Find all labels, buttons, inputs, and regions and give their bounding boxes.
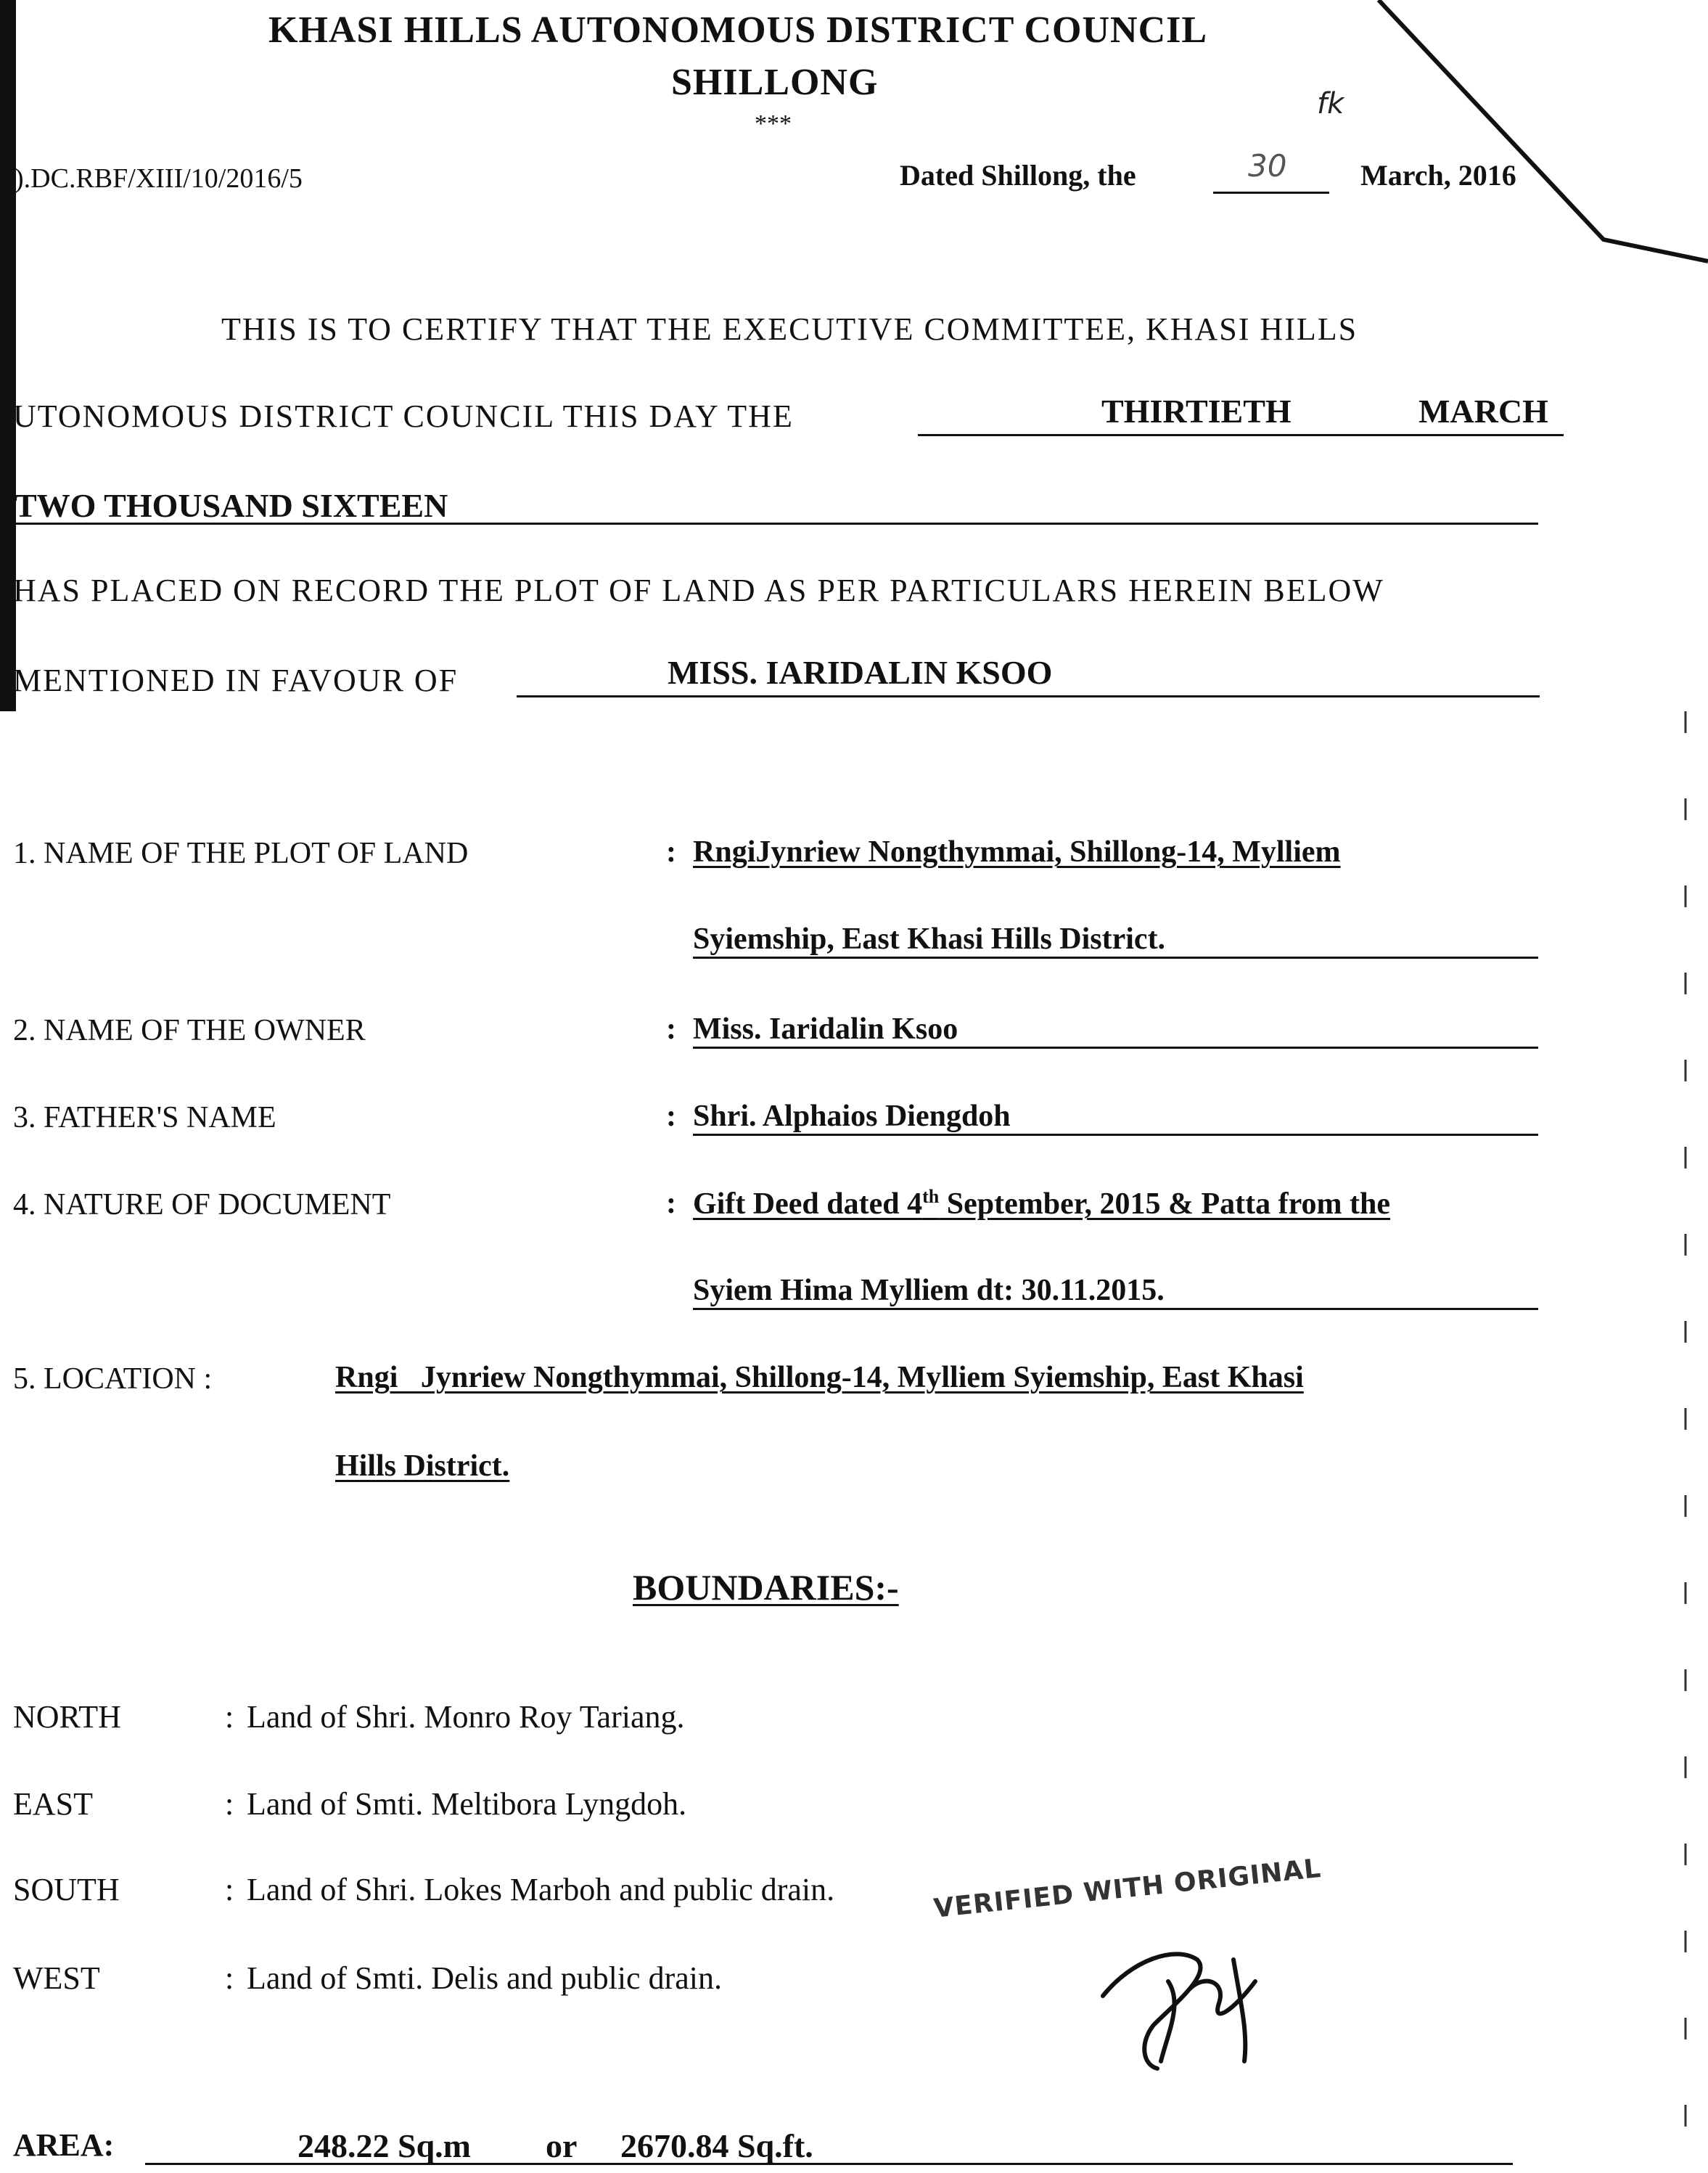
boundary-south-dir: SOUTH <box>13 1872 120 1907</box>
boundary-south-sep: : <box>225 1872 234 1907</box>
boundary-north-dir: NORTH <box>13 1699 121 1735</box>
boundary-east-dir: EAST <box>13 1786 93 1822</box>
area-label: AREA: <box>13 2127 115 2163</box>
boundary-west-text: Land of Smti. Delis and public drain. <box>247 1960 722 1996</box>
area-sqm: 248.22 Sq.m <box>297 2127 471 2164</box>
certify-favour-of: MISS. IARIDALIN KSOO <box>668 654 1053 691</box>
boundary-east-sep: : <box>225 1786 234 1822</box>
signature <box>1088 1916 1277 2076</box>
certify-day-word: THIRTIETH <box>1101 393 1292 430</box>
boundary-south-text: Land of Shri. Lokes Marboh and public drain. <box>247 1872 835 1907</box>
handwritten-day: 30 <box>1248 148 1287 184</box>
item-3-value: Shri. Alphaios Diengdoh <box>693 1100 1011 1133</box>
folded-corner-shadow <box>1364 0 1708 276</box>
item-1-value-line-1: RngiJynriew Nongthymmai, Shillong-14, Mylliem <box>693 835 1341 869</box>
boundary-west-sep: : <box>225 1960 234 1996</box>
stars-divider: *** <box>755 110 792 137</box>
location-label: 5. LOCATION : <box>13 1362 213 1396</box>
dated-prefix: Dated Shillong, the <box>900 159 1136 192</box>
area-or: or <box>546 2127 578 2164</box>
item-1-sep: : <box>666 835 676 869</box>
verified-stamp: VERIFIED WITH ORIGINAL <box>932 1853 1323 1924</box>
handwritten-initial: fk <box>1317 87 1344 120</box>
item-2-value: Miss. Iaridalin Ksoo <box>693 1012 958 1046</box>
item-1-value-line-2: Syiemship, East Khasi Hills District. <box>693 922 1166 956</box>
item-3-label: 3. FATHER'S NAME <box>13 1101 276 1134</box>
reference-number: ).DC.RBF/XIII/10/2016/5 <box>15 163 303 194</box>
item-4-sep: : <box>666 1187 676 1220</box>
item-4-value-line-2: Syiem Hima Mylliem dt: 30.11.2015. <box>693 1274 1165 1307</box>
certify-year-words: TWO THOUSAND SIXTEEN <box>15 487 448 524</box>
certify-line-2: UTONOMOUS DISTRICT COUNCIL THIS DAY THE <box>13 398 794 434</box>
boundary-east-text: Land of Smti. Meltibora Lyngdoh. <box>247 1786 687 1822</box>
certify-line-4: HAS PLACED ON RECORD THE PLOT OF LAND AS PER PARTICULARS HEREIN BELOW <box>13 573 1384 608</box>
item-2-sep: : <box>666 1012 676 1046</box>
item-4-value-line-1: Gift Deed dated 4th September, 2015 & Patta from the <box>693 1186 1390 1221</box>
boundary-west-dir: WEST <box>13 1960 100 1996</box>
city-name: SHILLONG <box>671 62 879 103</box>
location-line-1: Rngi Jynriew Nongthymmai, Shillong-14, Mylliem Syiemship, East Khasi <box>335 1361 1304 1394</box>
item-4-label: 4. NATURE OF DOCUMENT <box>13 1188 391 1221</box>
scan-right-edge-marks <box>1683 711 1688 2148</box>
certify-line-1: THIS IS TO CERTIFY THAT THE EXECUTIVE COMMITTEE, KHASI HILLS <box>221 311 1358 347</box>
item-3-sep: : <box>666 1100 676 1133</box>
area-sqft: 2670.84 Sq.ft. <box>620 2127 813 2164</box>
certify-month-word: MARCH <box>1418 393 1548 430</box>
boundary-north-text: Land of Shri. Monro Roy Tariang. <box>247 1699 685 1735</box>
item-2-label: 2. NAME OF THE OWNER <box>13 1014 366 1047</box>
location-line-2: Hills District. <box>335 1449 510 1483</box>
date-month-year: March, 2016 <box>1360 159 1516 192</box>
item-1-label: 1. NAME OF THE PLOT OF LAND <box>13 837 469 870</box>
boundaries-heading: BOUNDARIES:- <box>633 1567 899 1608</box>
certify-line-5: MENTIONED IN FAVOUR OF <box>13 663 459 698</box>
boundary-north-sep: : <box>225 1699 234 1735</box>
council-name: KHASI HILLS AUTONOMOUS DISTRICT COUNCIL <box>268 9 1208 51</box>
